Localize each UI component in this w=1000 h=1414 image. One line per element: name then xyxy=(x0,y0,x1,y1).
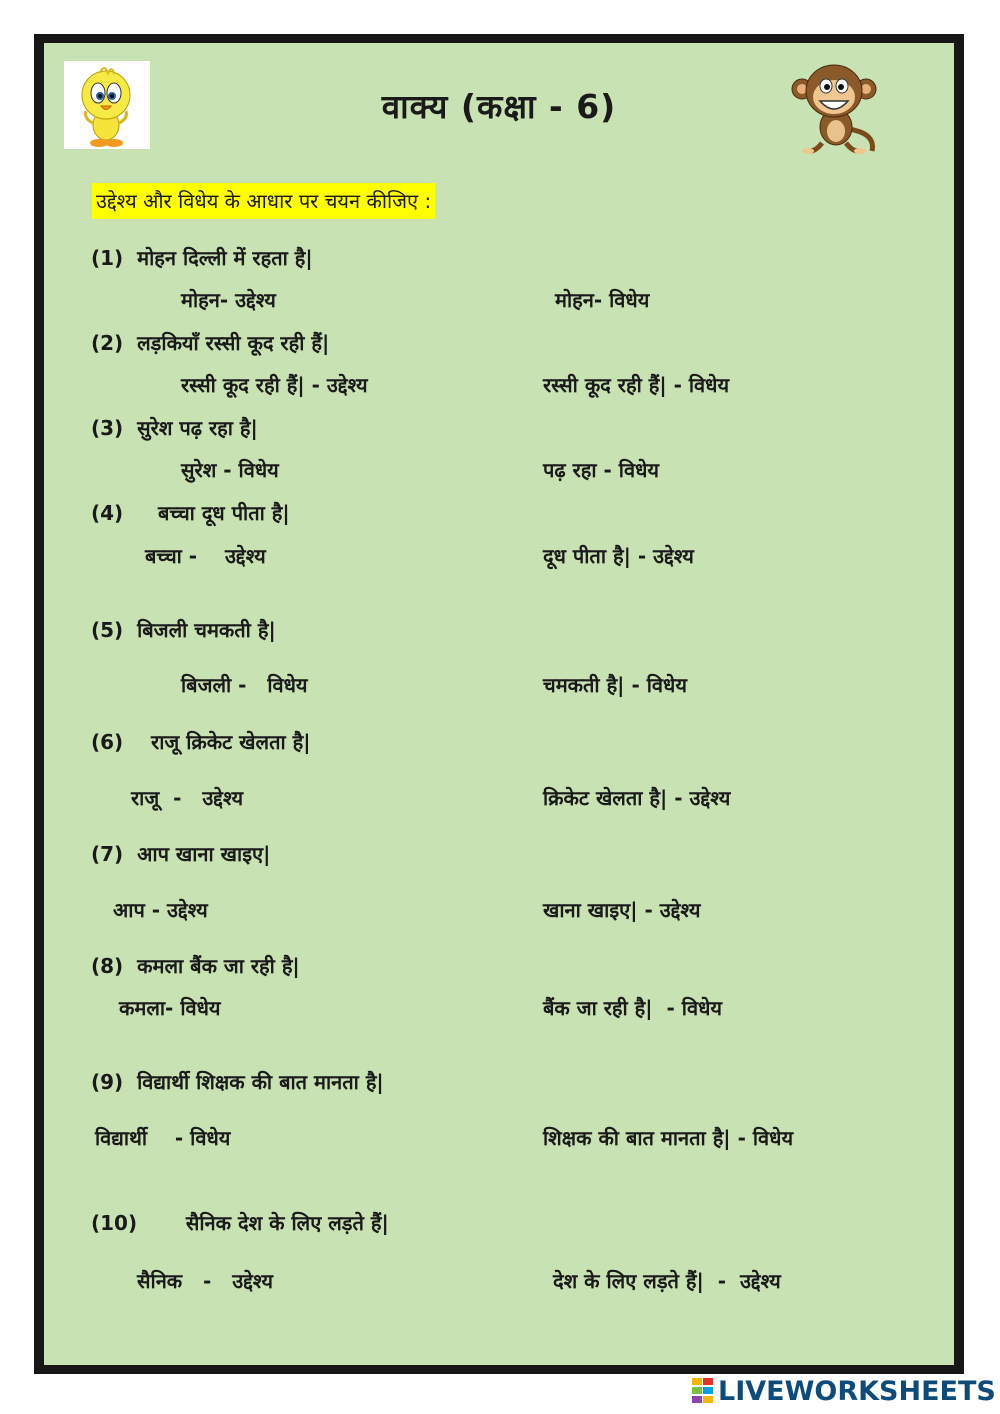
q10-option-b[interactable]: देश के लिए लड़ते हैं| - उद्देश्य xyxy=(553,1269,781,1293)
q2-option-a[interactable]: रस्सी कूद रही हैं| - उद्देश्य xyxy=(181,373,368,397)
q1-option-b[interactable]: मोहन- विधेय xyxy=(555,288,650,312)
q7-option-a[interactable]: आप - उद्देश्य xyxy=(113,898,208,922)
question-1: (1) मोहन दिल्ली में रहता है| xyxy=(91,246,313,270)
q9-option-a[interactable]: विद्यार्थी - विधेय xyxy=(95,1126,231,1150)
worksheet-title: वाक्य (कक्षा - 6) xyxy=(381,87,617,126)
q6-option-a[interactable]: राजू - उद्देश्य xyxy=(131,786,244,810)
q7-option-b[interactable]: खाना खाइए| - उद्देश्य xyxy=(543,898,701,922)
q6-option-b[interactable]: क्रिकेट खेलता है| - उद्देश्य xyxy=(543,786,731,810)
question-9: (9) विद्यार्थी शिक्षक की बात मानता है| xyxy=(91,1070,384,1094)
worksheet-panel xyxy=(44,43,954,1365)
question-2: (2) लड़कियाँ रस्सी कूद रही हैं| xyxy=(91,331,330,355)
q4-option-b[interactable]: दूध पीता है| - उद्देश्य xyxy=(543,544,694,568)
q5-option-a[interactable]: बिजली - विधेय xyxy=(181,673,308,697)
q1-option-a[interactable]: मोहन- उद्देश्य xyxy=(181,288,276,312)
question-4: (4) बच्चा दूध पीता है| xyxy=(91,501,290,525)
question-6: (6) राजू क्रिकेट खेलता है| xyxy=(91,730,311,754)
question-3: (3) सुरेश पढ़ रहा है| xyxy=(91,416,258,440)
question-10: (10) सैनिक देश के लिए लड़ते हैं| xyxy=(91,1211,389,1235)
q3-option-a[interactable]: सुरेश - विधेय xyxy=(181,458,279,482)
q4-option-a[interactable]: बच्चा - उद्देश्य xyxy=(145,544,266,568)
q9-option-b[interactable]: शिक्षक की बात मानता है| - विधेय xyxy=(543,1126,794,1150)
q8-option-a[interactable]: कमला- विधेय xyxy=(119,996,221,1020)
worksheet-border xyxy=(34,34,964,1374)
q5-option-b[interactable]: चमकती है| - विधेय xyxy=(543,673,687,697)
question-5: (5) बिजली चमकती है| xyxy=(91,618,276,642)
question-8: (8) कमला बैंक जा रही है| xyxy=(91,954,300,978)
logo-blocks-icon xyxy=(692,1378,714,1404)
q8-option-b[interactable]: बैंक जा रही है| - विधेय xyxy=(543,996,722,1020)
instruction-text: उद्देश्य और विधेय के आधार पर चयन कीजिए : xyxy=(92,183,435,219)
question-7: (7) आप खाना खाइए| xyxy=(91,842,271,866)
brand-name: LIVEWORKSHEETS xyxy=(718,1375,996,1407)
q2-option-b[interactable]: रस्सी कूद रही हैं| - विधेय xyxy=(543,373,730,397)
q10-option-a[interactable]: सैनिक - उद्देश्य xyxy=(137,1269,273,1293)
q3-option-b[interactable]: पढ़ रहा - विधेय xyxy=(543,458,659,482)
liveworksheets-logo[interactable] xyxy=(692,1376,996,1406)
